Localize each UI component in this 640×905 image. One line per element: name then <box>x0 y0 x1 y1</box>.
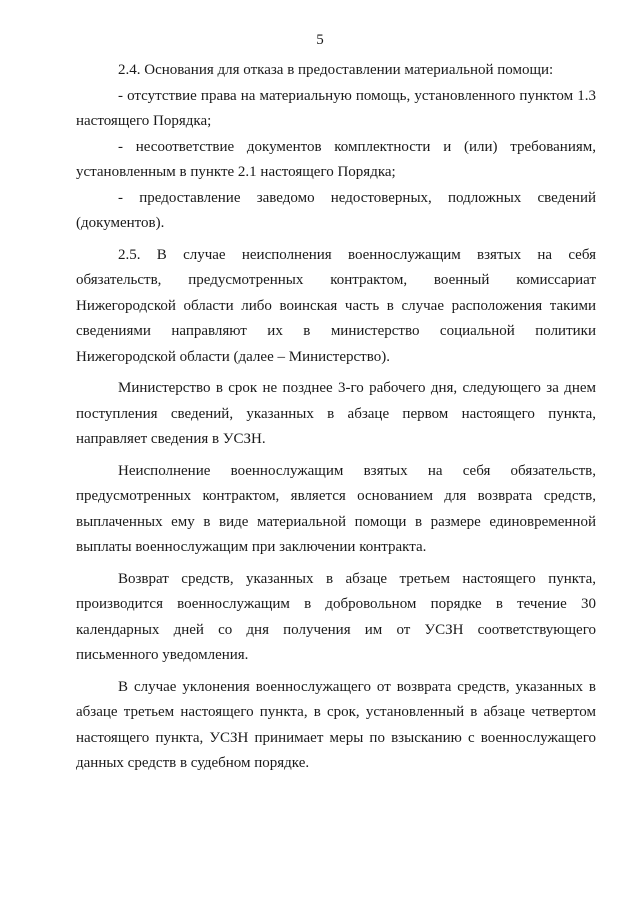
paragraph-ministry-deadline: Министерство в срок не позднее 3-го рабочего дня, следующего за днем поступления сведений, указанных в абзаце первом настоящего пункта, направляет сведения в УСЗН. <box>76 380 596 447</box>
paragraph-non-fulfillment: Неисполнение военнослужащим взятых на себя обязательств, предусмотренных контрактом, является основанием для возврата средств, выплаченных ему в виде материальной помощи в размере единовременной выплаты военнослужащим при заключении контракта. <box>76 462 596 555</box>
paragraph-2-4-heading: 2.4. Основания для отказа в предоставлении материальной помощи: <box>118 62 554 78</box>
page-number: 5 <box>316 32 324 48</box>
paragraph-refusal-reason-1: - отсутствие права на материальную помощь, установленного пунктом 1.3 настоящего Порядка; <box>76 87 596 129</box>
paragraph-refusal-reason-3: - предоставление заведомо недостоверных, подложных сведений (документов). <box>76 189 596 231</box>
paragraph-refund: Возврат средств, указанных в абзаце третьем настоящего пункта, производится военнослужащим в добровольном порядке в течение 30 календарных дней со дня получения им от УСЗН соответствующего письменного уведомления. <box>76 570 596 663</box>
paragraph-refusal-reason-2: - несоответствие документов комплектности и (или) требованиям, установленным в пункте 2.1 настоящего Порядка; <box>76 138 596 180</box>
document-body <box>76 58 596 777</box>
paragraph-evasion: В случае уклонения военнослужащего от возврата средств, указанных в абзаце третьем настоящего пункта, в срок, установленный в абзаце четвертом настоящего пункта, УСЗН принимает меры по взысканию с военнослужащего данных средств в судебном порядке. <box>76 678 596 771</box>
paragraph-2-5: 2.5. В случае неисполнения военнослужащим взятых на себя обязательств, предусмотренных контрактом, военный комиссариат Нижегородской области либо воинская часть в случае расположения такими сведениями направляют их в министерство социальной политики Нижегородской области (далее – Министерство). <box>76 246 596 365</box>
